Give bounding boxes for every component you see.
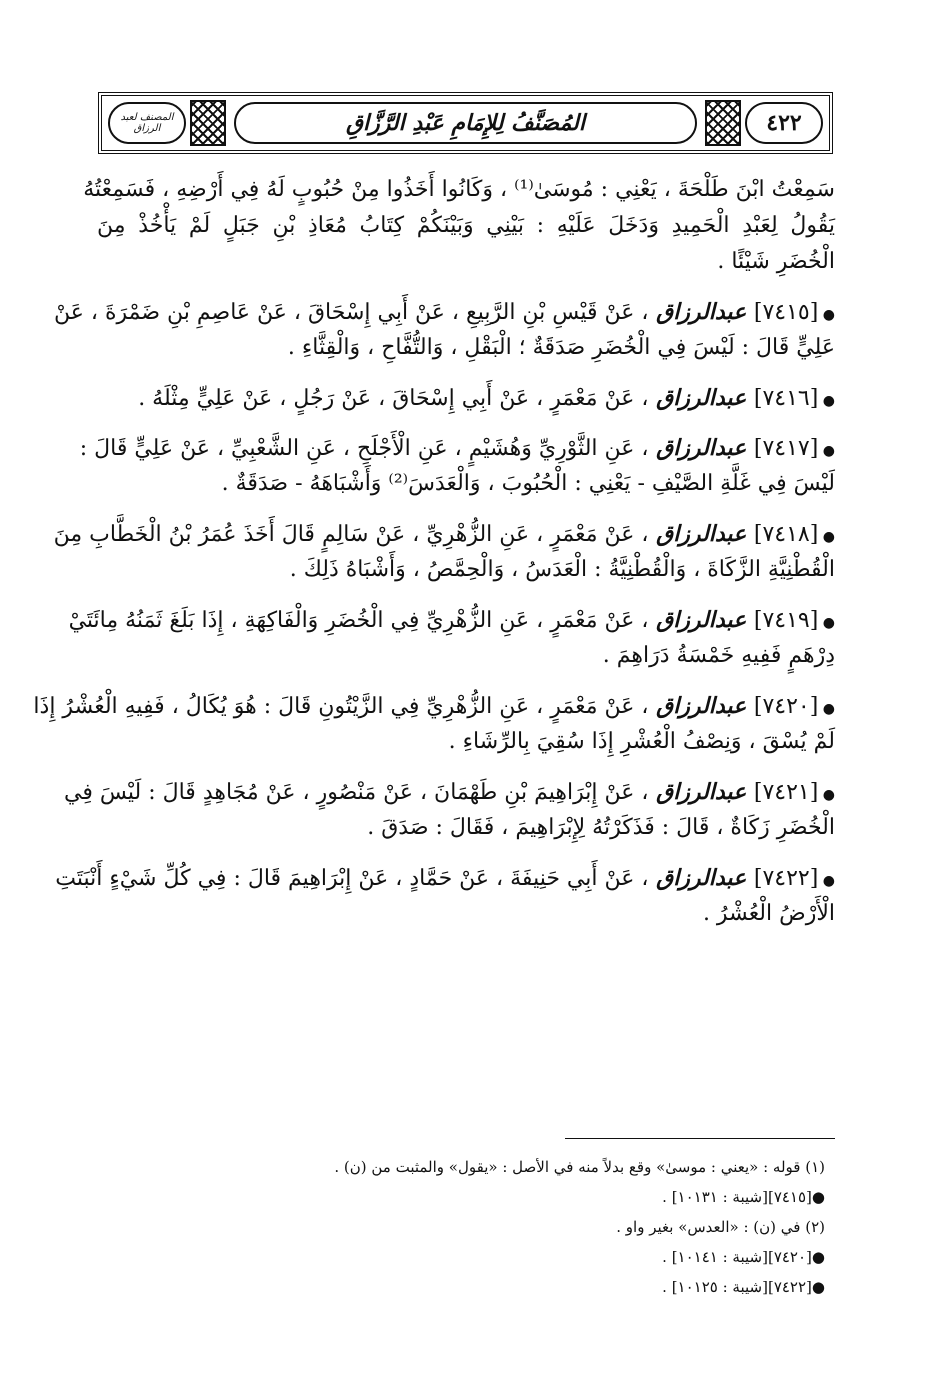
bullet-icon: ● xyxy=(818,615,835,631)
author-name: عبدالرزاق xyxy=(648,385,754,411)
text-line xyxy=(97,638,835,674)
text-line xyxy=(63,774,835,810)
author-name: عبدالرزاق xyxy=(648,779,754,805)
book-seal-logo: المصنف لعبد الرزاق xyxy=(120,112,174,134)
hadith-number: [٧٤١٨] xyxy=(753,522,819,547)
bullet-icon: ● xyxy=(818,701,835,717)
line-text: ، عَنْ مَعْمَرٍ ، عَنِ الزُّهْرِيِّ ، عَنْ سَالِمٍ قَالَ أَخَذَ عُمَرُ بْنُ الْخَطَّابِ مِنَ xyxy=(53,522,649,547)
hadith-number: [٧٤٢٠] xyxy=(753,694,819,719)
footnote-separator xyxy=(565,1138,835,1139)
bullet-icon: ● xyxy=(818,393,835,409)
footnotes xyxy=(97,1152,835,1302)
line-text: عَلِيٍّ قَالَ : لَيْسَ فِي الْخُضَرِ صَدَقَةٌ ؛ الْبَقْلِ ، وَالتُّفَّاحِ ، وَالْقِثَّاءِ . xyxy=(287,335,835,360)
bullet-icon: ● xyxy=(818,529,835,545)
author-name: عبدالرزاق xyxy=(648,299,754,325)
hadith-number: [٧٤٢٢] xyxy=(753,866,819,891)
text-line xyxy=(97,896,835,932)
hadith-entry xyxy=(33,688,835,760)
line-text: الْقُطْنِيَّةِ الزَّكَاةَ ، وَالْقُطْنِيَّةُ : الْعَدَسُ ، وَالْحِمَّصُ ، وَأَشْبَاهُ ذَلِكَ . xyxy=(289,557,835,582)
page-number-cartouche xyxy=(745,102,823,144)
author-name: عبدالرزاق xyxy=(648,607,754,633)
hadith-number: [٧٤١٩] xyxy=(753,608,819,633)
hadith-number: [٧٤٢١] xyxy=(753,780,819,805)
line-text: لَمْ يُسْقَ ، وَنِصْفُ الْعُشْرِ إِذَا سُقِيَ بِالرِّشَاءِ . xyxy=(448,729,835,754)
author-name: عبدالرزاق xyxy=(648,435,754,461)
line-text: الْخُضَرِ شَيْئًا . xyxy=(717,249,835,274)
page-header xyxy=(98,92,833,154)
hadith-entry xyxy=(53,516,835,588)
hadith-entry xyxy=(63,774,835,846)
hadith-number: [٧٤١٦] xyxy=(753,386,819,411)
ornament-icon xyxy=(705,100,741,146)
author-name: عبدالرزاق xyxy=(648,521,754,547)
text-line xyxy=(97,724,835,760)
line-text: ، عَنْ مَعْمَرٍ ، عَنِ الزُّهْرِيِّ فِي الزَّيْتُونِ قَالَ : هُوَ يُكَالُ ، فَفِيهِ الْعُشْرُ إِذَا xyxy=(33,694,649,719)
footnote: (١) قوله : «يعني : موسىٰ» وقع بدلاً منه في الأصل : «يقول» والمثبت من (ن) . xyxy=(334,1158,825,1176)
text-line xyxy=(53,294,835,330)
text-line xyxy=(97,208,835,244)
text-line xyxy=(97,244,835,280)
main-text xyxy=(33,172,835,946)
line-text: سَمِعْتُ ابْنَ طَلْحَةَ ، يَعْنِي : مُوسَىٰ⁽¹⁾ ، وَكَانُوا أَخَذُوا مِنْ حُبُوبٍ لَهُ فِي أَرْضِهِ ، فَسَمِعْتُهُ xyxy=(83,177,835,202)
line-text: ، عَنْ مَعْمَرٍ ، عَنِ الزُّهْرِيِّ فِي الْخُضَرِ وَالْفَاكِهَةِ ، إِذَا بَلَغَ ثَمَنُهُ مِائَتَيْ xyxy=(68,608,649,633)
hadith-entry xyxy=(97,380,835,416)
text-line xyxy=(97,552,835,588)
hadith-entry xyxy=(79,430,835,502)
footnote: (٢) في (ن) : «العدس» بغير واو . xyxy=(616,1218,825,1236)
line-text: ، عَنْ إِبْرَاهِيمَ بْنِ طَهْمَانَ ، عَنْ مَنْصُورٍ ، عَنْ مُجَاهِدٍ قَالَ : لَيْسَ فِي xyxy=(63,780,649,805)
footnote: ●[٧٤٢٢][شيبة : ١٠١٢٥] . xyxy=(662,1278,825,1296)
hadith-entry xyxy=(68,602,835,674)
line-text: يَقُولُ لِعَبْدِ الْحَمِيدِ وَدَخَلَ عَلَيْهِ : بَيْنِي وَبَيْنَكُمْ كِتَابُ مُعَاذِ بْنِ جَبَلٍ لَمْ يَأْخُذْ مِنَ xyxy=(97,213,835,238)
line-text: ، عَنْ مَعْمَرٍ ، عَنْ أَبِي إِسْحَاقَ ، عَنْ رَجُلٍ ، عَنْ عَلِيٍّ مِثْلَهُ . xyxy=(138,386,649,411)
text-line xyxy=(83,172,835,208)
footnote: ●[٧٤٢٠][شيبة : ١٠١٤١] . xyxy=(662,1248,825,1266)
author-name: عبدالرزاق xyxy=(648,865,754,891)
bullet-icon: ● xyxy=(818,307,835,323)
text-line xyxy=(97,330,835,366)
bullet-icon: ● xyxy=(818,873,835,889)
author-name: عبدالرزاق xyxy=(648,693,754,719)
continuation-paragraph xyxy=(83,172,835,280)
text-line xyxy=(33,688,835,724)
text-line xyxy=(55,860,835,896)
line-text: لَيْسَ فِي غَلَّةِ الصَّيْفِ - يَعْنِي : الْحُبُوبَ ، وَالْعَدَسَ⁽²⁾ وَأَشْبَاهَهُ - صَدَقَةٌ . xyxy=(221,471,835,496)
text-line xyxy=(97,810,835,846)
hadith-entry xyxy=(53,294,835,366)
ornament-icon xyxy=(190,100,226,146)
hadith-entry xyxy=(55,860,835,932)
page-number: ٤٢٢ xyxy=(766,110,802,136)
line-text: ، عَنْ أَبِي حَنِيفَةَ ، عَنْ حَمَّادٍ ، عَنْ إِبْرَاهِيمَ قَالَ : فِي كُلِّ شَيْءٍ أَنْبَتَتِ xyxy=(55,866,649,891)
line-text: الْأَرْضُ الْعُشْرُ . xyxy=(702,901,835,926)
bullet-icon: ● xyxy=(818,443,835,459)
line-text: الْخُضَرِ زَكَاةٌ ، قَالَ : فَذَكَرْتُهُ لِإِبْرَاهِيمَ ، فَقَالَ : صَدَقَ . xyxy=(367,815,835,840)
line-text: ، عَنِ الثَّوْرِيِّ وَهُشَيْمٍ ، عَنِ الْأَجْلَحِ ، عَنِ الشَّعْبِيِّ ، عَنْ عَلِيٍّ قَالَ : xyxy=(79,436,649,461)
line-text: دِرْهَمٍ فَفِيهِ خَمْسَةُ دَرَاهِمَ . xyxy=(602,643,835,668)
hadith-number: [٧٤١٥] xyxy=(753,300,819,325)
seal-cartouche xyxy=(108,102,186,144)
title-cartouche xyxy=(234,102,697,144)
bullet-icon: ● xyxy=(818,787,835,803)
text-line xyxy=(97,380,835,416)
hadith-number: [٧٤١٧] xyxy=(753,436,819,461)
text-line xyxy=(68,602,835,638)
footnote: ●[٧٤١٥][شيبة : ١٠١٣١] . xyxy=(662,1188,825,1206)
text-line xyxy=(53,516,835,552)
text-line xyxy=(79,430,835,466)
running-title: المُصَنَّفُ لِلإِمَامِ عَبْدِ الرَّزَّاقِ xyxy=(345,110,585,136)
text-line xyxy=(97,466,835,502)
line-text: ، عَنْ قَيْسِ بْنِ الرَّبِيعِ ، عَنْ أَبِي إِسْحَاقَ ، عَنْ عَاصِمِ بْنِ ضَمْرَةَ ، عَنْ xyxy=(53,300,649,325)
